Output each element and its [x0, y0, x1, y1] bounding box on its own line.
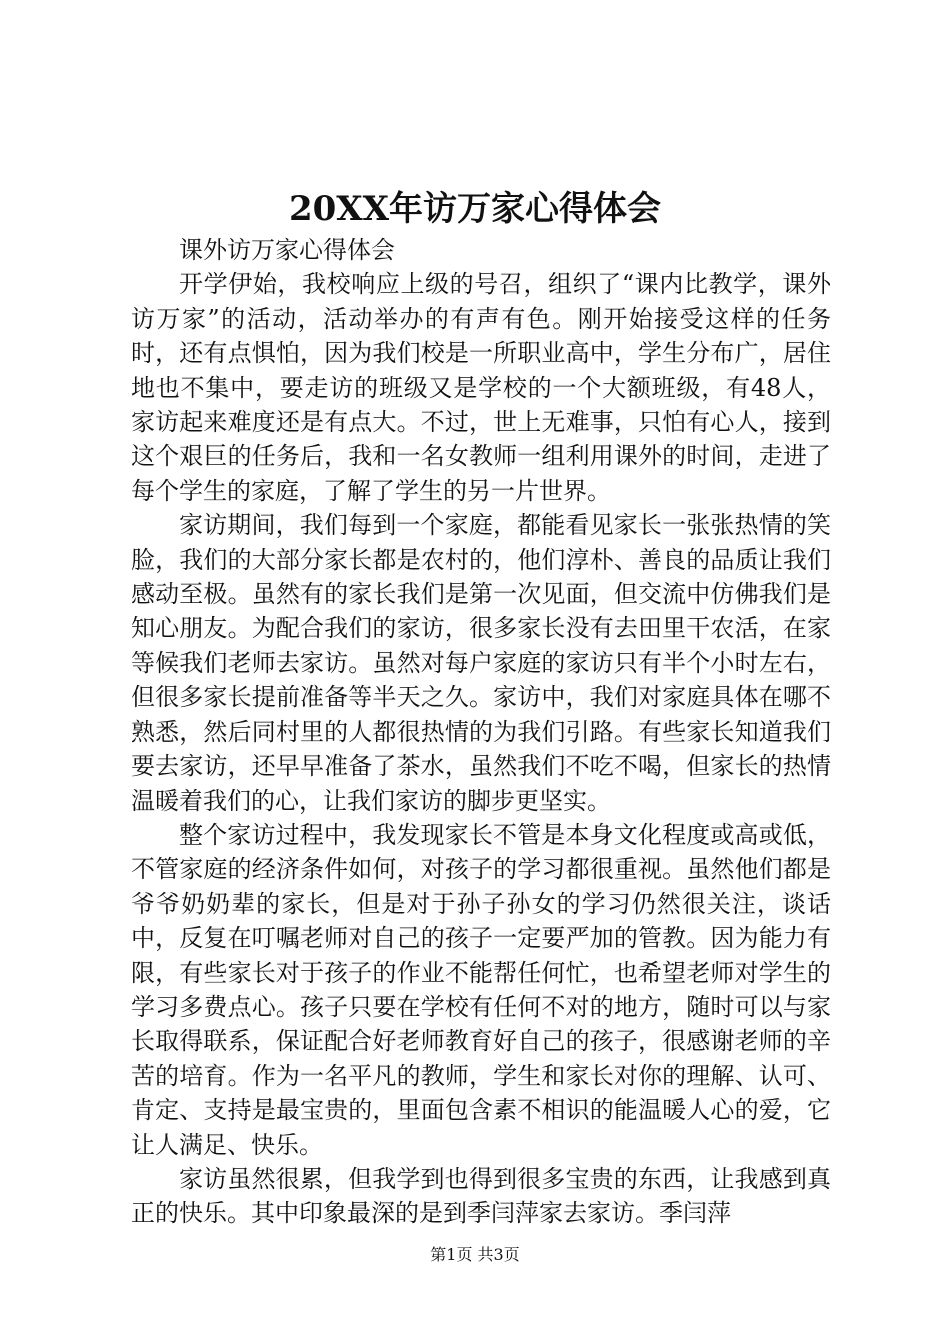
- body-paragraph-1: 开学伊始，我校响应上级的号召，组织了“课内比教学，课外访万家”的活动，活动举办的有声有色。刚开始接受这样的任务时，还有点惧怕，因为我们校是一所职业高中，学生分布广，居住地也不集中，要走访的班级又是学校的一个大额班级，有48人，家访起来难度还是有点大。不过，世上无难事，只怕有心人，接到这个艰巨的任务后，我和一名女教师一组利用课外的时间，走进了每个学生的家庭，了解了学生的另一片世界。: [131, 270, 831, 505]
- document-title: 20XX年访万家心得体会: [288, 189, 662, 229]
- body-paragraph-2: 家访期间，我们每到一个家庭，都能看见家长一张张热情的笑脸，我们的大部分家长都是农村的，他们淳朴、善良的品质让我们感动至极。虽然有的家长我们是第一次见面，但交流中仿佛我们是知心朋友。为配合我们的家访，很多家长没有去田里干农活，在家等候我们老师去家访。虽然对每户家庭的家访只有半个小时左右，但很多家长提前准备等半天之久。家访中，我们对家庭具体在哪不熟悉，然后同村里的人都很热情的为我们引路。有些家长知道我们要去家访，还早早准备了茶水，虽然我们不吃不喝，但家长的热情温暖着我们的心，让我们家访的脚步更坚实。: [131, 511, 831, 815]
- document-body: [131, 233, 831, 1231]
- subtitle-paragraph: 课外访万家心得体会: [179, 236, 395, 264]
- body-paragraph-4: 家访虽然很累，但我学到也得到很多宝贵的东西，让我感到真正的快乐。其中印象最深的是到季闫萍家去家访。季闫萍: [131, 1164, 831, 1228]
- body-paragraph-3: 整个家访过程中，我发现家长不管是本身文化程度或高或低，不管家庭的经济条件如何，对孩子的学习都很重视。虽然他们都是爷爷奶奶辈的家长，但是对于孙子孙女的学习仍然很关注，谈话中，反复在叮嘱老师对自己的孩子一定要严加的管教。因为能力有限，有些家长对于孩子的作业不能帮任何忙，也希望老师对学生的学习多费点心。孩子只要在学校有任何不对的地方，随时可以与家长取得联系，保证配合好老师教育好自己的孩子，很感谢老师的辛苦的培育。作为一名平凡的教师，学生和家长对你的理解、认可、肯定、支持是最宝贵的，里面包含素不相识的能温暖人心的爱，它让人满足、快乐。: [131, 820, 831, 1159]
- page-number-footer: 第1页 共3页: [430, 1245, 520, 1264]
